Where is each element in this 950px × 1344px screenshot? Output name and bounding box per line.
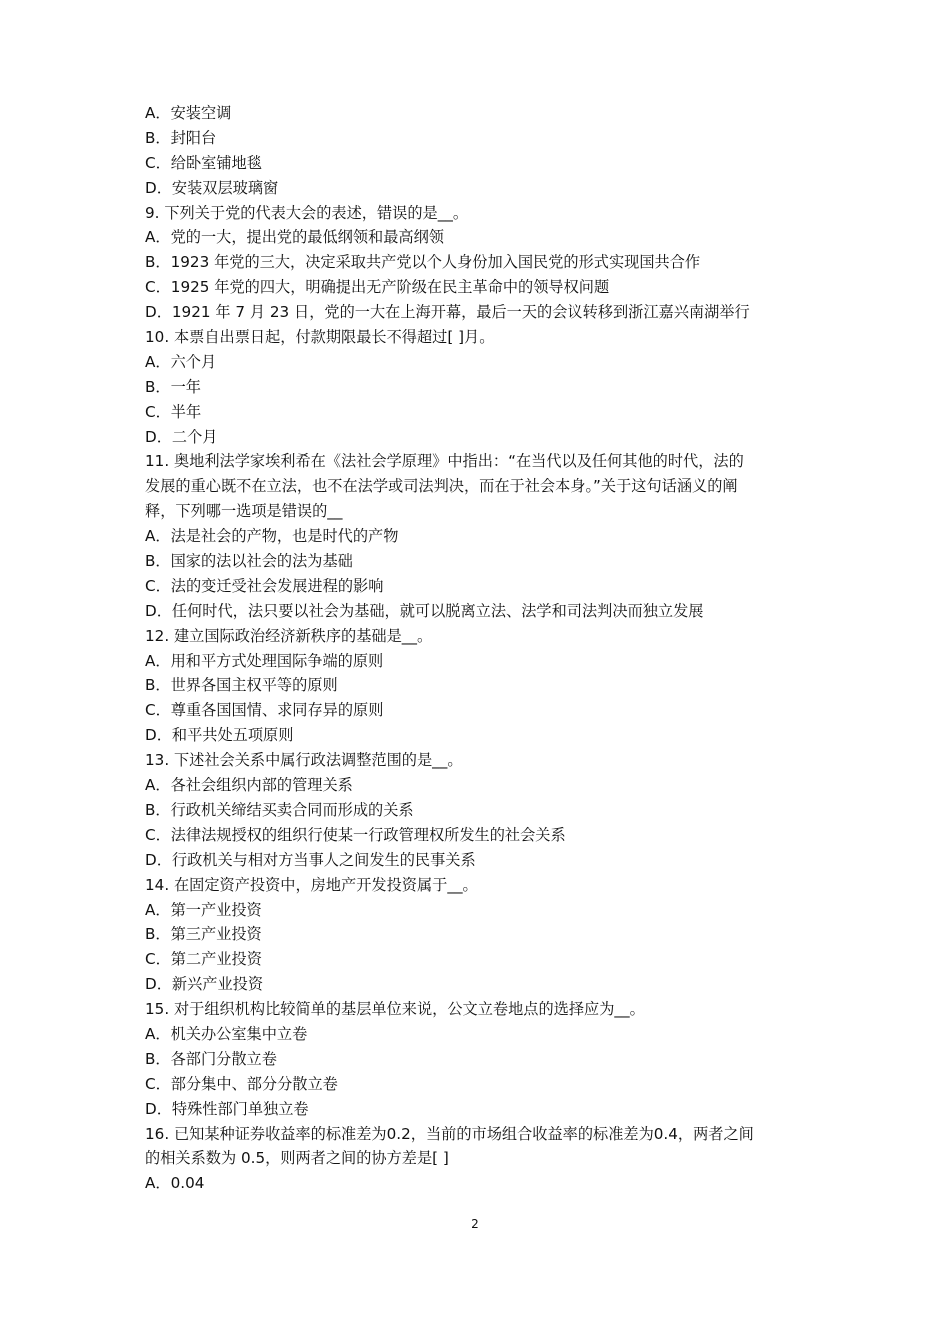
text-line: A．安装空调 [145,104,232,122]
text-line: A．机关办公室集中立卷 [145,1024,308,1043]
text-line: B．第三产业投资 [145,925,262,944]
text-line: B．国家的法以社会的法为基础 [145,552,353,571]
text-line: 11. 奥地利法学家埃利希在《法社会学原理》中指出：“在当代以及任何其他的时代，法的 [145,452,744,471]
text-line: A．各社会组织内部的管理关系 [145,776,353,795]
text-line: D．二个月 [145,427,218,446]
text-line: D．任何时代，法只要以社会为基础，就可以脱离立法、法学和司法判决而独立发展 [145,601,704,620]
text-line: A．0.04 [145,1174,205,1193]
text-line: 14. 在固定资产投资中，房地产开发投资属于__。 [145,875,478,894]
text-line: C．给卧室铺地毯 [145,153,262,172]
text-line: B．各部门分散立卷 [145,1049,277,1068]
page-number: 2 [471,1217,479,1231]
text-line: A．用和平方式处理国际争端的原则 [145,651,384,670]
text-line: 10. 本票自出票日起，付款期限最长不得超过[ ]月。 [145,328,495,347]
text-line: D．行政机关与相对方当事人之间发生的民事关系 [145,850,476,869]
text-line: 12. 建立国际政治经济新秩序的基础是__。 [145,626,433,645]
text-line: 13. 下述社会关系中属行政法调整范围的是__。 [145,751,463,770]
text-line: D．特殊性部门单独立卷 [145,1099,309,1118]
text-line: A．党的一大，提出党的最低纲领和最高纲领 [145,228,444,247]
text-line: 的相关系数为 0.5，则两者之间的协方差是[ ] [145,1149,449,1168]
text-line: B．世界各国主权平等的原则 [145,676,338,695]
text-line: A．第一产业投资 [145,900,262,919]
text-line: C．尊重各国国情、求同存异的原则 [145,701,384,720]
text-line: D．新兴产业投资 [145,975,264,994]
text-line: C．部分集中、部分分散立卷 [145,1074,338,1093]
text-line: A．法是社会的产物，也是时代的产物 [145,527,399,546]
text-line: A．六个月 [145,352,217,371]
text-line: 释，下列哪一选项是错误的__ [145,502,343,521]
text-line: 发展的重心既不在立法，也不在法学或司法判决，而在于社会本身。”关于这句话涵义的阐 [145,477,738,496]
page-body [145,101,810,1196]
text-line: B．1923 年党的三大，决定采取共产党以个人身份加入国民党的形式实现国共合作 [145,253,701,272]
text-line: C．法律法规授权的组织行使某一行政管理权所发生的社会关系 [145,825,566,844]
text-line: C．1925 年党的四大，明确提出无产阶级在民主革命中的领导权问题 [145,278,610,297]
text-line: B．封阳台 [145,128,217,147]
text-line: D．和平共处五项原则 [145,726,294,745]
text-line: B．行政机关缔结买卖合同而形成的关系 [145,800,414,819]
text-line: 16. 已知某种证券收益率的标准差为0.2，当前的市场组合收益率的标准差为0.4，两者之间 [145,1124,754,1143]
text-line: D．安装双层玻璃窗 [145,178,279,197]
text-line: 9. 下列关于党的代表大会的表述，错误的是__。 [145,203,469,222]
text-line: D．1921 年 7 月 23 日，党的一大在上海开幕，最后一天的会议转移到浙江嘉兴南湖举行 [145,303,750,322]
text-line: C．法的变迁受社会发展进程的影响 [145,576,384,595]
text-line: C．第二产业投资 [145,950,262,969]
text-line: C．半年 [145,402,202,421]
text-line: 15. 对于组织机构比较简单的基层单位来说，公文立卷地点的选择应为__。 [145,1000,645,1019]
text-line: B．一年 [145,377,201,396]
